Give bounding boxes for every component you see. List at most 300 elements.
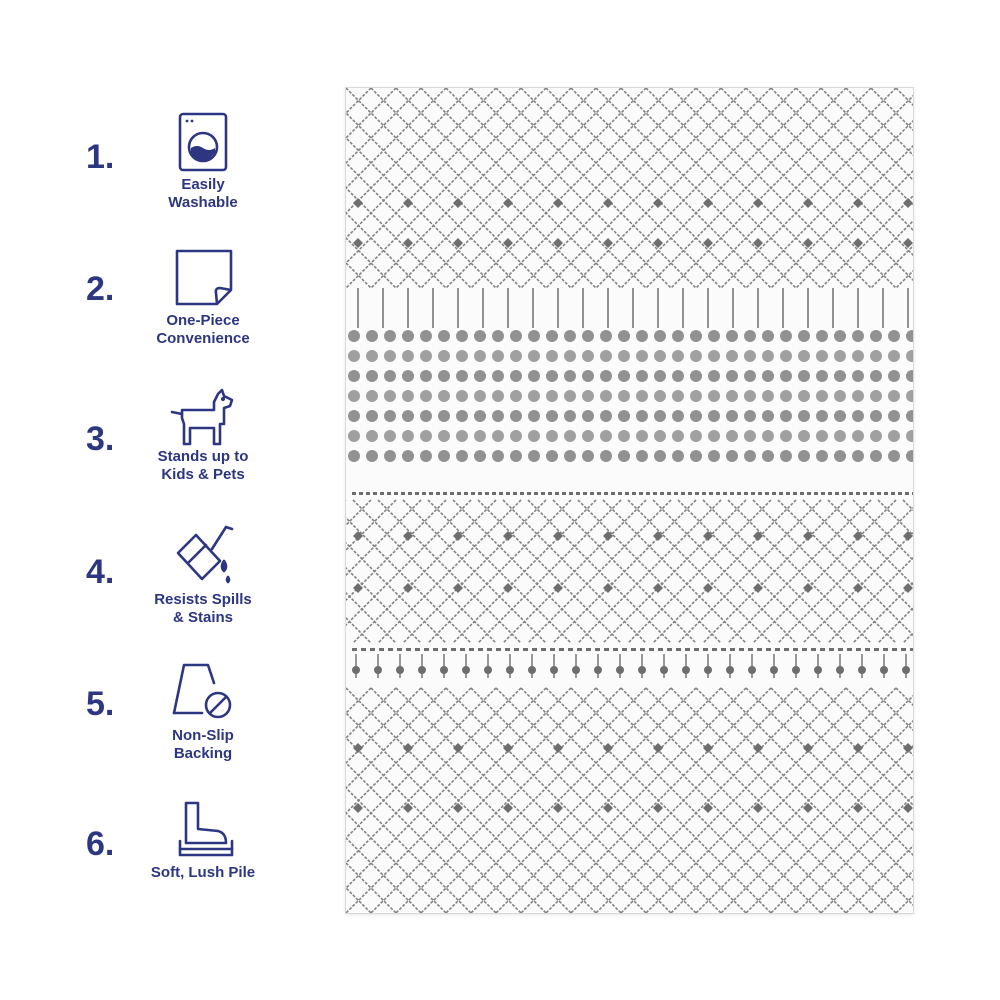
dotted-divider xyxy=(613,648,618,651)
dotted-divider xyxy=(442,648,447,651)
dotted-divider xyxy=(877,492,881,495)
bead-motif xyxy=(618,350,630,362)
diamond-motif xyxy=(503,198,513,208)
bead-motif xyxy=(420,450,432,462)
pendant-bead xyxy=(616,666,624,674)
bead-motif xyxy=(582,390,594,402)
dotted-divider xyxy=(821,492,825,495)
bead-motif xyxy=(366,350,378,362)
dotted-divider xyxy=(631,648,636,651)
bead-motif xyxy=(744,410,756,422)
bead-motif xyxy=(654,350,666,362)
bead-motif xyxy=(636,370,648,382)
dotted-divider xyxy=(892,648,897,651)
dotted-divider xyxy=(883,648,888,651)
bead-motif xyxy=(654,450,666,462)
dotted-divider xyxy=(576,492,580,495)
dotted-divider xyxy=(694,648,699,651)
dotted-divider xyxy=(583,492,587,495)
bead-motif xyxy=(366,390,378,402)
bead-motif xyxy=(690,370,702,382)
bead-motif xyxy=(762,390,774,402)
dotted-divider xyxy=(905,492,909,495)
bead-motif xyxy=(870,330,882,342)
bead-motif xyxy=(888,450,900,462)
bead-motif xyxy=(546,350,558,362)
bead-motif xyxy=(690,430,702,442)
dotted-divider xyxy=(397,648,402,651)
dotted-divider xyxy=(555,492,559,495)
diamond-motif xyxy=(353,238,363,248)
dotted-divider xyxy=(532,648,537,651)
dotted-divider xyxy=(541,492,545,495)
feature-number: 2. xyxy=(86,270,115,308)
dotted-divider xyxy=(632,492,636,495)
bead-motif xyxy=(906,350,913,362)
dotted-divider xyxy=(758,492,762,495)
bead-motif xyxy=(672,370,684,382)
bead-motif xyxy=(384,450,396,462)
dotted-divider xyxy=(471,492,475,495)
dotted-divider xyxy=(901,648,906,651)
bead-motif xyxy=(726,450,738,462)
diamond-motif xyxy=(803,238,813,248)
bead-motif xyxy=(762,370,774,382)
diamond-motif xyxy=(403,238,413,248)
bead-motif xyxy=(852,430,864,442)
bead-motif xyxy=(654,430,666,442)
dotted-divider xyxy=(739,648,744,651)
bead-motif xyxy=(708,430,720,442)
diamond-motif xyxy=(403,198,413,208)
dotted-divider xyxy=(487,648,492,651)
bead-motif xyxy=(456,450,468,462)
dotted-divider xyxy=(359,492,363,495)
dotted-divider xyxy=(559,648,564,651)
dotted-divider xyxy=(748,648,753,651)
bead-motif xyxy=(834,350,846,362)
bead-motif xyxy=(582,450,594,462)
bead-motif xyxy=(636,390,648,402)
bead-motif xyxy=(348,410,360,422)
diamond-motif xyxy=(903,198,913,208)
dotted-divider xyxy=(737,492,741,495)
dotted-divider xyxy=(674,492,678,495)
pendant-bead xyxy=(858,666,866,674)
dotted-divider xyxy=(757,648,762,651)
pendant-bead xyxy=(814,666,822,674)
dotted-divider xyxy=(730,492,734,495)
dotted-divider xyxy=(807,492,811,495)
bead-motif xyxy=(546,410,558,422)
bead-motif xyxy=(834,330,846,342)
pendant-bead xyxy=(374,666,382,674)
bead-motif xyxy=(852,350,864,362)
bead-motif xyxy=(834,430,846,442)
dotted-divider xyxy=(379,648,384,651)
rug-image xyxy=(346,88,913,913)
diamond-motif xyxy=(753,198,763,208)
bead-motif xyxy=(744,430,756,442)
diamond-motif xyxy=(803,743,813,753)
bead-motif xyxy=(348,430,360,442)
dotted-divider xyxy=(870,492,874,495)
dotted-divider xyxy=(703,648,708,651)
dotted-divider xyxy=(820,648,825,651)
pendant-bead xyxy=(550,666,558,674)
bead-motif xyxy=(528,390,540,402)
dotted-divider xyxy=(513,492,517,495)
bead-motif xyxy=(456,370,468,382)
bead-motif xyxy=(654,330,666,342)
dotted-divider xyxy=(562,492,566,495)
dotted-divider xyxy=(709,492,713,495)
bead-motif xyxy=(510,410,522,422)
dotted-divider xyxy=(863,492,867,495)
bead-motif xyxy=(438,390,450,402)
bead-motif xyxy=(798,450,810,462)
bead-motif xyxy=(402,390,414,402)
dotted-divider xyxy=(514,648,519,651)
bead-motif xyxy=(798,430,810,442)
dotted-divider xyxy=(793,648,798,651)
dotted-divider xyxy=(802,648,807,651)
bead-motif xyxy=(726,390,738,402)
bead-motif xyxy=(348,370,360,382)
bead-motif xyxy=(780,370,792,382)
dotted-divider xyxy=(775,648,780,651)
dotted-divider xyxy=(828,492,832,495)
bead-motif xyxy=(906,450,913,462)
bead-motif xyxy=(420,430,432,442)
feature-non-slip xyxy=(0,687,300,817)
feature-number: 6. xyxy=(86,825,115,863)
pendant-bead xyxy=(462,666,470,674)
bead-motif xyxy=(456,390,468,402)
dotted-divider xyxy=(464,492,468,495)
dotted-divider xyxy=(874,648,879,651)
dotted-divider xyxy=(625,492,629,495)
pendant-bead xyxy=(352,666,360,674)
bead-motif xyxy=(402,350,414,362)
bead-motif xyxy=(906,410,913,422)
dotted-divider xyxy=(422,492,426,495)
pendant-bead xyxy=(594,666,602,674)
bead-motif xyxy=(726,430,738,442)
dotted-divider xyxy=(891,492,895,495)
bead-motif xyxy=(438,450,450,462)
bead-motif xyxy=(690,330,702,342)
bead-motif xyxy=(510,330,522,342)
dotted-divider xyxy=(370,648,375,651)
dotted-divider xyxy=(849,492,853,495)
diamond-motif xyxy=(803,198,813,208)
diamond-motif xyxy=(553,743,563,753)
bead-motif xyxy=(474,430,486,442)
bead-motif xyxy=(348,330,360,342)
bead-motif xyxy=(888,350,900,362)
bead-motif xyxy=(402,330,414,342)
bead-motif xyxy=(834,390,846,402)
dotted-divider xyxy=(784,648,789,651)
bead-motif xyxy=(708,450,720,462)
bead-motif xyxy=(474,330,486,342)
dotted-divider xyxy=(604,648,609,651)
bead-motif xyxy=(510,370,522,382)
dotted-divider xyxy=(485,492,489,495)
diamond-motif xyxy=(903,238,913,248)
pendant-bead xyxy=(418,666,426,674)
bead-motif xyxy=(780,390,792,402)
bead-motif xyxy=(420,370,432,382)
bead-motif xyxy=(438,370,450,382)
dotted-divider xyxy=(667,648,672,651)
bead-motif xyxy=(618,430,630,442)
feature-label: Easily Washable xyxy=(168,176,238,211)
bead-motif xyxy=(366,430,378,442)
bead-motif xyxy=(546,450,558,462)
bead-motif xyxy=(690,350,702,362)
bead-motif xyxy=(816,370,828,382)
dotted-divider xyxy=(653,492,657,495)
dotted-divider xyxy=(451,648,456,651)
diamond-motif xyxy=(653,238,663,248)
dotted-divider xyxy=(373,492,377,495)
dotted-divider xyxy=(478,492,482,495)
pendant-bead xyxy=(638,666,646,674)
bead-motif xyxy=(618,390,630,402)
bead-motif xyxy=(402,370,414,382)
bead-motif xyxy=(438,410,450,422)
dotted-divider xyxy=(712,648,717,651)
dotted-divider xyxy=(388,648,393,651)
bead-motif xyxy=(600,430,612,442)
dotted-divider xyxy=(622,648,627,651)
dotted-divider xyxy=(702,492,706,495)
feature-number: 5. xyxy=(86,685,115,723)
bead-motif xyxy=(600,350,612,362)
bead-motif xyxy=(528,410,540,422)
bead-motif xyxy=(870,370,882,382)
pendant-bead xyxy=(506,666,514,674)
single-sheet-icon xyxy=(168,248,238,308)
bead-motif xyxy=(474,350,486,362)
bead-motif xyxy=(420,410,432,422)
dotted-divider xyxy=(838,648,843,651)
bead-motif xyxy=(384,350,396,362)
washing-machine-icon xyxy=(168,112,238,172)
diamond-motif xyxy=(353,743,363,753)
dotted-divider xyxy=(856,492,860,495)
dotted-divider xyxy=(793,492,797,495)
bead-motif xyxy=(492,350,504,362)
bead-motif xyxy=(384,370,396,382)
bead-motif xyxy=(888,410,900,422)
bead-motif xyxy=(636,330,648,342)
pendant-bead xyxy=(682,666,690,674)
bead-motif xyxy=(798,350,810,362)
dotted-divider xyxy=(361,648,366,651)
bead-motif xyxy=(564,430,576,442)
dotted-divider xyxy=(457,492,461,495)
bead-motif xyxy=(834,450,846,462)
diamond-motif xyxy=(653,743,663,753)
dotted-divider xyxy=(842,492,846,495)
bead-motif xyxy=(492,410,504,422)
bead-motif xyxy=(438,330,450,342)
bead-motif xyxy=(582,370,594,382)
bead-motif xyxy=(708,370,720,382)
rug-pattern xyxy=(346,88,913,913)
bead-motif xyxy=(420,350,432,362)
feature-one-piece xyxy=(0,272,300,402)
bead-motif xyxy=(726,410,738,422)
bead-motif xyxy=(816,350,828,362)
bead-motif xyxy=(690,390,702,402)
bead-motif xyxy=(420,390,432,402)
dotted-divider xyxy=(424,648,429,651)
dotted-divider xyxy=(380,492,384,495)
bead-motif xyxy=(834,370,846,382)
bead-motif xyxy=(582,350,594,362)
dotted-divider xyxy=(520,492,524,495)
bead-motif xyxy=(366,330,378,342)
pendant-bead xyxy=(836,666,844,674)
dotted-divider xyxy=(415,648,420,651)
bead-motif xyxy=(564,410,576,422)
bead-motif xyxy=(654,410,666,422)
bead-motif xyxy=(906,390,913,402)
pendant-bead xyxy=(440,666,448,674)
pendant-bead xyxy=(484,666,492,674)
dotted-divider xyxy=(688,492,692,495)
dotted-divider xyxy=(611,492,615,495)
bead-motif xyxy=(816,390,828,402)
bead-motif xyxy=(510,430,522,442)
dotted-divider xyxy=(640,648,645,651)
dotted-divider xyxy=(436,492,440,495)
bead-motif xyxy=(852,410,864,422)
bead-motif xyxy=(348,390,360,402)
dotted-divider xyxy=(681,492,685,495)
bead-motif xyxy=(762,350,774,362)
bead-motif xyxy=(564,330,576,342)
dotted-divider xyxy=(415,492,419,495)
pendant-bead xyxy=(748,666,756,674)
bead-motif xyxy=(888,370,900,382)
bead-motif xyxy=(564,370,576,382)
bead-motif xyxy=(456,330,468,342)
bead-motif xyxy=(600,390,612,402)
bead-motif xyxy=(528,350,540,362)
bead-motif xyxy=(816,330,828,342)
bead-motif xyxy=(816,430,828,442)
dotted-divider xyxy=(401,492,405,495)
bead-motif xyxy=(474,450,486,462)
dotted-divider xyxy=(721,648,726,651)
bead-motif xyxy=(780,430,792,442)
bead-motif xyxy=(510,350,522,362)
bead-motif xyxy=(546,330,558,342)
bead-motif xyxy=(906,370,913,382)
dotted-divider xyxy=(779,492,783,495)
dotted-divider xyxy=(772,492,776,495)
diamond-motif xyxy=(453,238,463,248)
bead-motif xyxy=(636,450,648,462)
pendant-bead xyxy=(902,666,910,674)
dotted-divider xyxy=(766,648,771,651)
dotted-divider xyxy=(548,492,552,495)
dotted-divider xyxy=(352,648,357,651)
dotted-divider xyxy=(541,648,546,651)
feature-label: Non-Slip Backing xyxy=(172,727,234,762)
bead-motif xyxy=(906,430,913,442)
feature-washable xyxy=(0,140,300,270)
bead-motif xyxy=(600,410,612,422)
diamond-motif xyxy=(603,198,613,208)
dotted-divider xyxy=(658,648,663,651)
bead-motif xyxy=(726,370,738,382)
bead-motif xyxy=(798,330,810,342)
bead-motif xyxy=(492,330,504,342)
bead-motif xyxy=(726,350,738,362)
diamond-motif xyxy=(703,198,713,208)
bead-motif xyxy=(492,370,504,382)
bead-motif xyxy=(384,410,396,422)
dotted-divider xyxy=(569,492,573,495)
dotted-divider xyxy=(865,648,870,651)
feature-kids-pets xyxy=(0,422,300,552)
pendant-bead xyxy=(572,666,580,674)
bead-motif xyxy=(474,410,486,422)
dotted-divider xyxy=(433,648,438,651)
diamond-motif xyxy=(603,238,613,248)
bead-motif xyxy=(546,430,558,442)
bead-motif xyxy=(870,350,882,362)
dotted-divider xyxy=(910,648,913,651)
dotted-divider xyxy=(469,648,474,651)
bead-motif xyxy=(546,370,558,382)
spilled-cup-icon xyxy=(168,525,238,585)
dotted-divider xyxy=(751,492,755,495)
bead-motif xyxy=(672,330,684,342)
bead-motif xyxy=(816,450,828,462)
bead-motif xyxy=(744,450,756,462)
bead-motif xyxy=(672,350,684,362)
dotted-divider xyxy=(646,492,650,495)
bead-motif xyxy=(528,450,540,462)
bead-motif xyxy=(780,350,792,362)
dotted-divider xyxy=(590,492,594,495)
feature-number: 1. xyxy=(86,138,115,176)
dotted-divider xyxy=(352,492,356,495)
bead-motif xyxy=(870,410,882,422)
dotted-divider xyxy=(492,492,496,495)
bead-motif xyxy=(762,430,774,442)
diamond-motif xyxy=(553,238,563,248)
bead-motif xyxy=(672,450,684,462)
bead-motif xyxy=(780,450,792,462)
dotted-divider xyxy=(800,492,804,495)
feature-label: Resists Spills & Stains xyxy=(154,591,252,626)
bead-motif xyxy=(888,330,900,342)
dotted-divider xyxy=(450,492,454,495)
dotted-divider xyxy=(884,492,888,495)
dotted-divider xyxy=(912,492,913,495)
bead-motif xyxy=(672,390,684,402)
bead-motif xyxy=(348,350,360,362)
pendant-bead xyxy=(704,666,712,674)
